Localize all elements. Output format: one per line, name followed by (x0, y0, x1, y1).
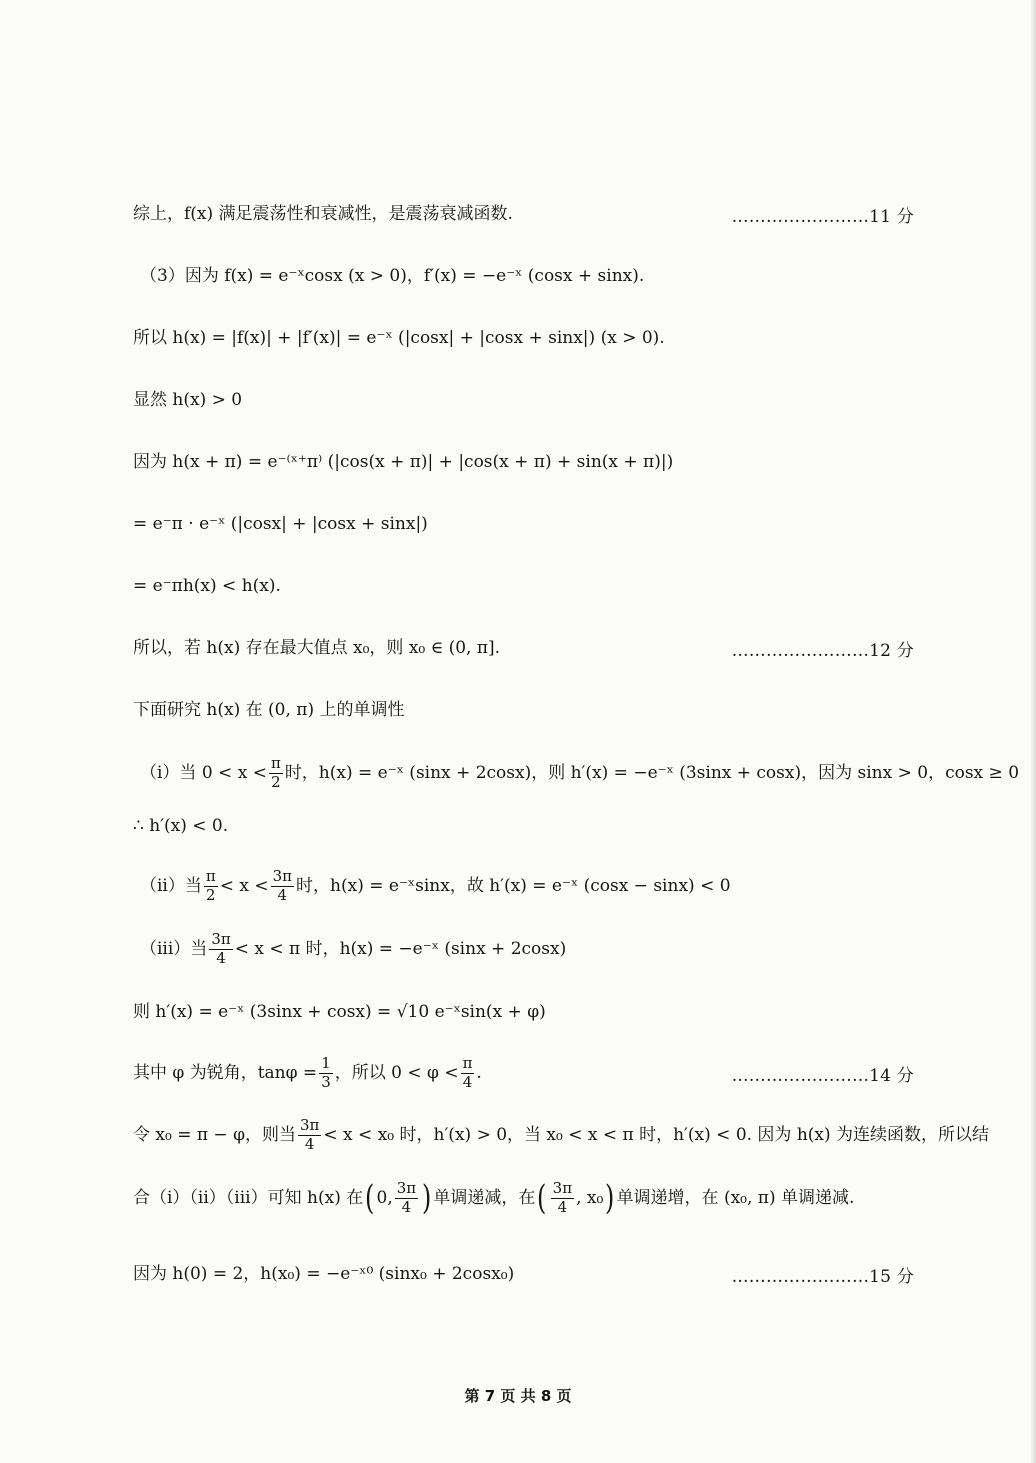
fraction-denominator: 4 (462, 1072, 473, 1091)
h-values-text: 因为 h(0) = 2，h(x₀) = −e⁻ˣ⁰ (sinx₀ + 2cosx₀) (133, 1263, 515, 1284)
case-i-prefix: （i）当 0 < x < (140, 762, 267, 783)
derivative-text: 则 h′(x) = e⁻ˣ (3sinx + cosx) = √10 e⁻ˣsin(x + φ) (133, 1001, 546, 1022)
part3-intro-text: （3）因为 f(x) = e⁻ˣcosx (x > 0)，f′(x) = −e⁻ˣ (cosx + sinx). (140, 265, 645, 286)
interval-start: 0, (376, 1187, 393, 1208)
h-shift-step1-text: = e⁻π · e⁻ˣ (|cosx| + |cosx + sinx|) (133, 513, 428, 534)
fraction-denominator: 4 (216, 948, 226, 967)
fraction-numerator: π (205, 866, 216, 885)
fraction-pi-over-2 (204, 866, 218, 904)
h-definition-text: 所以 h(x) = |f(x)| + |f′(x)| = e⁻ˣ (|cosx| + |cosx + sinx|) (x > 0). (133, 327, 665, 348)
x0-rest: < x < x₀ 时，h′(x) > 0，当 x₀ < x < π 时，h′(x) < 0. 因为 h(x) 为连续函数，所以结 (323, 1124, 990, 1145)
right-paren: ) (422, 1178, 432, 1218)
fraction-denominator: 2 (206, 885, 216, 904)
h-shift-step2-text: = e⁻πh(x) < h(x). (133, 575, 281, 596)
left-paren: ( (365, 1178, 375, 1218)
fraction-denominator: 4 (557, 1197, 568, 1216)
derivative-line (133, 992, 953, 1032)
fraction-3pi-over-4 (298, 1115, 321, 1153)
monotonicity-heading-text: 下面研究 h(x) 在 (0, π) 上的单调性 (133, 699, 405, 720)
h-shift-step2 (133, 566, 953, 606)
fraction-denominator: 4 (304, 1134, 315, 1153)
case-ii-mid: < x < (219, 875, 269, 896)
fraction-numerator: π (462, 1053, 473, 1072)
h-positive (133, 380, 953, 420)
case-ii-line (140, 866, 960, 906)
interval-end: , x₀ (576, 1187, 604, 1208)
fraction-3pi-over-4 (551, 1178, 574, 1216)
fraction-denominator: 2 (271, 772, 281, 791)
score-14: ……………………14 分 (731, 1065, 914, 1086)
score-15: ……………………15 分 (731, 1266, 914, 1287)
case-iii-rest: < x < π 时，h(x) = −e⁻ˣ (sinx + 2cosx) (234, 938, 567, 959)
page-edge-shadow (1030, 0, 1036, 1463)
right-paren: ) (605, 1178, 615, 1218)
fraction-denominator: 4 (401, 1197, 412, 1216)
h-shift-text: 因为 h(x + π) = e⁻⁽ˣ⁺π⁾ (|cos(x + π)| + |cos(x + π) + sin(x + π)|) (133, 451, 674, 472)
fraction-denominator: 3 (321, 1072, 331, 1091)
x0-line (133, 1115, 990, 1155)
fraction-1-over-3 (319, 1053, 333, 1091)
h-shift-line (133, 442, 953, 482)
case-ii-rest: 时，h(x) = e⁻ˣsinx，故 h′(x) = e⁻ˣ (cosx − sinx) < 0 (296, 875, 731, 896)
h-definition (133, 318, 953, 358)
monotonicity-heading (133, 690, 953, 730)
score-11: ……………………11 分 (731, 206, 914, 227)
case-ii-prefix: （ii）当 (140, 875, 202, 896)
combined-mid: 单调递减，在 (433, 1187, 536, 1208)
phi-prefix: 其中 φ 为锐角，tanφ = (133, 1062, 318, 1083)
part3-intro (140, 256, 960, 296)
x0-prefix: 令 x₀ = π − φ，则当 (133, 1124, 296, 1145)
fraction-denominator: 4 (277, 885, 288, 904)
fraction-numerator: 1 (321, 1053, 331, 1072)
case-i-rest: 时，h(x) = e⁻ˣ (sinx + 2cosx)，则 h′(x) = −e⁻ˣ (3sinx + cosx)，因为 sinx > 0，cosx ≥ 0 (284, 762, 1020, 783)
max-point-text: 所以，若 h(x) 存在最大值点 x₀，则 x₀ ∈ (0, π]. (133, 637, 501, 658)
summary-text: 综上，f(x) 满足震荡性和衰减性，是震荡衰减函数. (133, 203, 513, 224)
case-i-conclusion (133, 806, 953, 846)
fraction-numerator: 3π (211, 929, 231, 948)
combined-rest: 单调递增，在 (x₀, π) 单调递减. (616, 1187, 855, 1208)
fraction-numerator: 3π (552, 1178, 573, 1197)
fraction-3pi-over-4 (395, 1178, 418, 1216)
fraction-numerator: 3π (300, 1115, 320, 1134)
score-12: ……………………12 分 (731, 640, 914, 661)
fraction-pi-over-4 (461, 1053, 475, 1091)
combined-prefix: 合（i）（ii）（iii）可知 h(x) 在 (133, 1187, 364, 1208)
fraction-numerator: 3π (396, 1178, 417, 1197)
fraction-numerator: 3π (272, 866, 293, 885)
page-number: 第 7 页 共 8 页 (464, 1386, 572, 1405)
combined-conclusion-line (133, 1178, 953, 1218)
case-i-line (140, 753, 1020, 793)
h-positive-text: 显然 h(x) > 0 (133, 389, 243, 410)
phi-end: . (476, 1062, 482, 1083)
fraction-numerator: π (270, 753, 281, 772)
case-i-conclusion-text: ∴ h′(x) < 0. (133, 815, 229, 836)
fraction-3pi-over-4 (209, 929, 232, 967)
case-iii-prefix: （iii）当 (140, 938, 208, 959)
phi-mid: ，所以 0 < φ < (334, 1062, 459, 1083)
fraction-pi-over-2 (269, 753, 283, 791)
fraction-3pi-over-4 (271, 866, 294, 904)
h-shift-step1 (133, 504, 953, 544)
left-paren: ( (537, 1178, 547, 1218)
case-iii-line (140, 929, 960, 969)
